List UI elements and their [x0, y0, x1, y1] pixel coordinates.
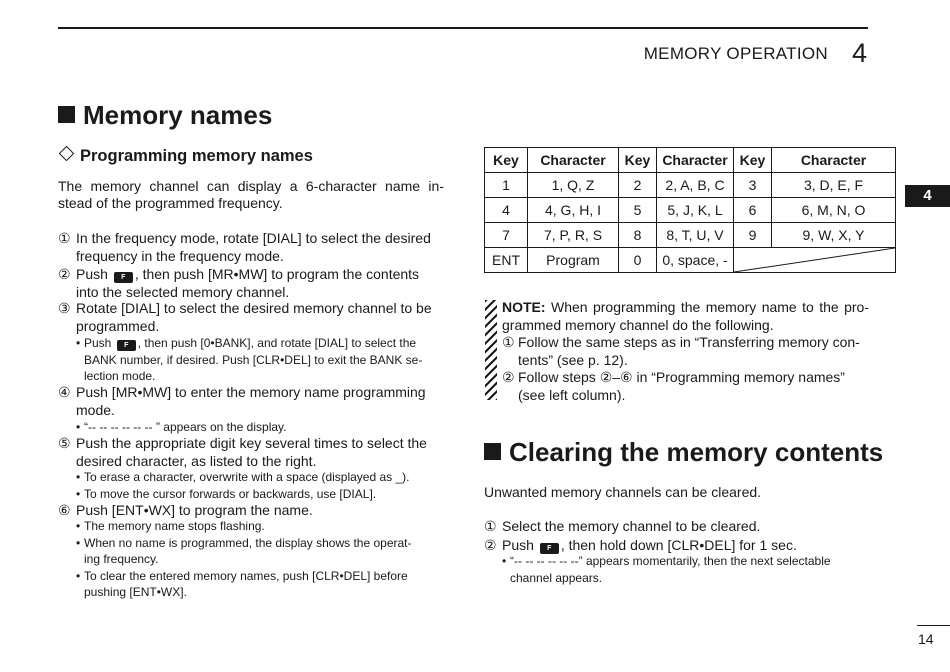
f-key-icon: F: [114, 272, 133, 283]
bullet-dot: •: [76, 535, 81, 550]
bullet-text: BANK number, if desired. Push [CLR•DEL] to exit the BANK se-: [84, 352, 423, 367]
memory-names-title: Memory names: [83, 100, 273, 130]
bullet-text: pushing [ENT•WX].: [84, 585, 187, 599]
table-header-cell: Character: [657, 148, 734, 173]
table-cell: 3: [734, 173, 772, 198]
clearing-title: Clearing the memory contents: [509, 437, 884, 467]
step-text: Push [ENT•WX] to program the name.: [76, 502, 313, 518]
table-header-cell: Key: [485, 148, 528, 173]
bullet-dot: •: [502, 554, 507, 568]
note-label: NOTE:: [502, 299, 546, 315]
step-2: [58, 266, 444, 302]
clear-step-1: [484, 518, 870, 536]
step-number: ②: [484, 537, 497, 553]
step-1: [58, 230, 444, 266]
heading-square-icon: [58, 106, 75, 123]
header-section-title: MEMORY OPERATION: [643, 44, 828, 63]
step-text-push: Push: [502, 537, 534, 553]
step-text-rest: , then hold down [CLR•DEL] for 1 sec.: [560, 537, 797, 553]
bullet-text: “-- -- -- -- -- -- ” appears on the display.: [84, 420, 287, 434]
table-cell: 2, A, B, C: [657, 173, 734, 198]
table-header-cell: Key: [734, 148, 772, 173]
table-cell: 7, P, R, S: [528, 223, 619, 248]
bullet-dot: •: [76, 470, 81, 484]
heading-square-icon: [484, 443, 501, 460]
step-text: into the selected memory channel.: [76, 283, 290, 300]
table-cell: 0: [619, 248, 657, 273]
table-row: [485, 173, 896, 198]
intro-line-2: stead of the programmed frequency.: [58, 195, 283, 211]
step-number: ③: [58, 300, 71, 316]
table-empty-cell: [734, 248, 896, 273]
step-number: ⑤: [58, 435, 71, 451]
note-item-text: Follow steps ②–⑥ in “Programming memory names”: [518, 369, 845, 385]
character-key-table: [484, 147, 896, 273]
bullet-dot: •: [76, 519, 81, 533]
note-item-text: (see left column).: [518, 386, 626, 403]
table-row: [485, 223, 896, 248]
bullet-text: The memory name stops flashing.: [84, 519, 265, 533]
step-text: Push [MR•MW] to enter the memory name programming: [76, 384, 426, 400]
table-cell: ENT: [485, 248, 528, 273]
step-number: ⑥: [58, 502, 71, 518]
table-cell: 6: [734, 198, 772, 223]
footer-rule: [917, 625, 950, 626]
step-4-note: [76, 419, 446, 436]
step-number: ②: [58, 266, 71, 282]
table-cell: 5: [619, 198, 657, 223]
intro-line-1: The memory channel can display a 6-character name in-: [58, 178, 444, 194]
bullet-dot: •: [76, 420, 81, 434]
step-text-rest: , then push [MR•MW] to program the contents: [134, 266, 420, 282]
f-key-icon: F: [117, 340, 136, 351]
bullet-text: lection mode.: [84, 369, 156, 383]
step-number: ④: [58, 384, 71, 400]
note-item-number: ②: [502, 369, 515, 385]
step-text: In the frequency mode, rotate [DIAL] to select the desired: [76, 230, 431, 246]
note-item-1: [502, 334, 870, 370]
step-text: frequency in the frequency mode.: [76, 247, 284, 264]
step-5: [58, 435, 444, 471]
clearing-intro: Unwanted memory channels can be cleared.: [484, 484, 762, 500]
diagonal-line: [734, 248, 895, 272]
table-cell: 7: [485, 223, 528, 248]
step-6-notes: [76, 518, 446, 602]
page-number: 14: [918, 631, 934, 647]
note-item-2: [502, 369, 870, 405]
bullet-dot: •: [76, 336, 81, 350]
note-item-number: ①: [502, 334, 515, 350]
step-text-push: Push: [76, 266, 108, 282]
table-cell: 5, J, K, L: [657, 198, 734, 223]
table-cell: 1: [485, 173, 528, 198]
table-cell: 8, T, U, V: [657, 223, 734, 248]
diamond-icon: [59, 146, 75, 162]
note-item-text: Follow the same steps as in “Transferring memory con-: [518, 334, 860, 350]
bullet-text: “-- -- -- -- -- --” appears momentarily, then the next selectable: [510, 554, 831, 568]
table-cell: 4, G, H, I: [528, 198, 619, 223]
note-line-1: [502, 299, 869, 317]
step-text: Rotate [DIAL] to select the desired memory channel to be: [76, 300, 432, 316]
table-cell: 9: [734, 223, 772, 248]
bullet-text: To clear the entered memory names, push [CLR•DEL] before: [84, 568, 408, 583]
step-text: Push the appropriate digit key several times to select the: [76, 435, 427, 451]
table-header-cell: Character: [528, 148, 619, 173]
bullet-text: To move the cursor forwards or backwards, use [DIAL].: [84, 486, 377, 501]
step-4: [58, 384, 444, 420]
bullet-text: When no name is programmed, the display shows the operat-: [84, 535, 412, 550]
table-cell: 1, Q, Z: [528, 173, 619, 198]
step-3-note: [76, 335, 446, 385]
chapter-side-tab: 4: [905, 185, 950, 207]
note-line-2: grammed memory channel do the following.: [502, 317, 774, 333]
header-chapter-number: 4: [852, 38, 868, 68]
programming-subheading: [58, 147, 313, 166]
table-header-cell: Key: [619, 148, 657, 173]
table-cell: 0, space, -: [657, 248, 734, 273]
table-row: [485, 198, 896, 223]
bullet-text: ing frequency.: [84, 552, 159, 566]
table-cell: 6, M, N, O: [772, 198, 896, 223]
clearing-heading: [484, 437, 883, 468]
header-rule: [58, 27, 868, 29]
bullet-text-rest: , then push [0•BANK], and rotate [DIAL] to select the: [137, 336, 417, 350]
step-text: programmed.: [76, 317, 160, 334]
table-cell: 3, D, E, F: [772, 173, 896, 198]
table-header-cell: Character: [772, 148, 896, 173]
table-cell: 9, W, X, Y: [772, 223, 896, 248]
note-text: When programming the memory name to the pro-: [545, 299, 869, 315]
note-hatch-bar: [485, 300, 497, 400]
programming-subtitle: Programming memory names: [80, 147, 313, 165]
bullet-text-push: Push: [84, 336, 112, 350]
table-cell: 4: [485, 198, 528, 223]
memory-names-heading: [58, 100, 272, 131]
step-text: desired character, as listed to the right.: [76, 452, 317, 469]
f-key-icon: F: [540, 543, 559, 554]
table-cell: 8: [619, 223, 657, 248]
bullet-dot: •: [76, 568, 81, 583]
step-text: [76, 266, 419, 284]
step-3: [58, 300, 444, 336]
note-item-text: tents” (see p. 12).: [518, 351, 628, 368]
clear-step-2-note: [502, 553, 870, 587]
bullet-dot: •: [76, 486, 81, 501]
step-5-notes: [76, 469, 446, 503]
step-text: mode.: [76, 401, 115, 418]
table-cell: Program: [528, 248, 619, 273]
step-text: [502, 537, 797, 555]
bullet-text: channel appears.: [510, 570, 603, 585]
bullet-text: [84, 335, 416, 352]
step-number: ①: [484, 518, 497, 534]
bullet-text: To erase a character, overwrite with a space (displayed as _).: [84, 470, 410, 484]
step-text: Select the memory channel to be cleared.: [502, 518, 761, 534]
table-cell: 2: [619, 173, 657, 198]
step-number: ①: [58, 230, 71, 246]
table-header-row: [485, 148, 896, 173]
table-row: [485, 248, 896, 273]
